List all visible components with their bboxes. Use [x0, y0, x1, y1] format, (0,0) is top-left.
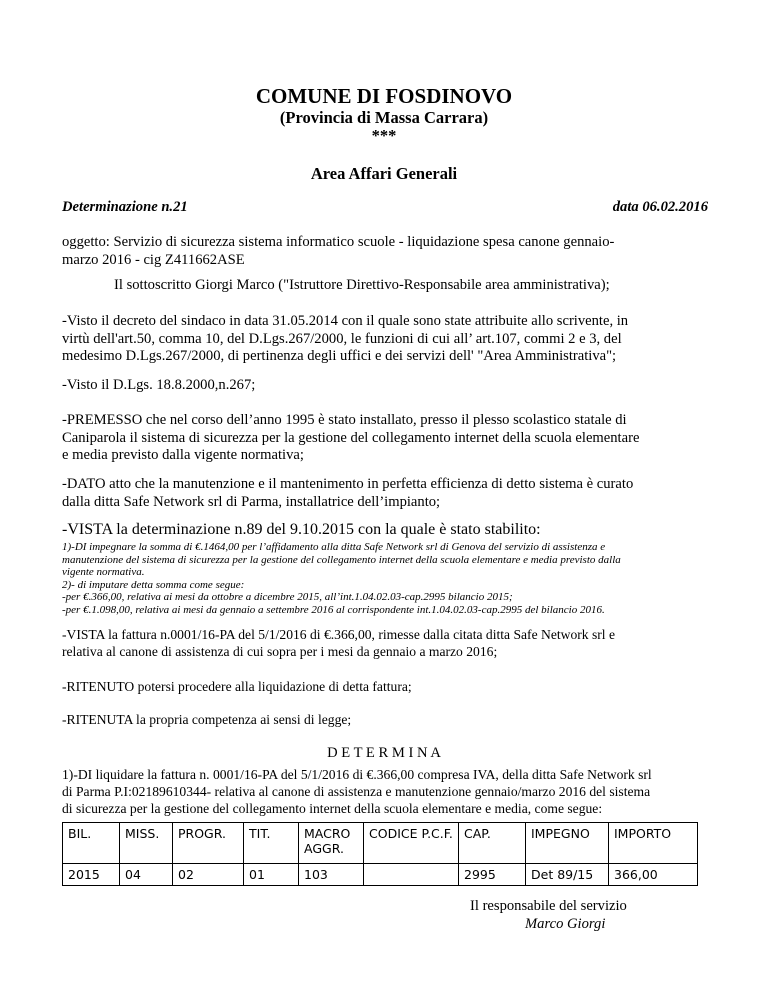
- text-line: -Visto il decreto del sindaco in data 31.05.2014 con il quale sono state attribuite allo scrivente, in: [62, 313, 629, 329]
- table-cell: 02: [173, 864, 244, 886]
- quote-line: -per €.1.098,00, relativa ai mesi da gennaio a settembre 2016 al corrispondente int.1.04.02.03-cap.2995 del bilancio 2016.: [62, 603, 605, 616]
- area-title: Area Affari Generali: [310, 164, 458, 183]
- table-cell: Det 89/15: [526, 864, 609, 886]
- determina-heading: D E T E R M I N A: [327, 745, 441, 761]
- vista-fattura-paragraph: [62, 626, 732, 660]
- text-line: -VISTA la fattura n.0001/16-PA del 5/1/2016 di €.366,00, rimesse dalla citata ditta Safe Network srl e: [62, 627, 616, 642]
- table-header-cell: CODICE P.C.F.: [364, 823, 459, 864]
- determina-number: Determinazione n.21: [62, 199, 188, 215]
- table-cell: [364, 864, 459, 886]
- table-cell: 01: [244, 864, 299, 886]
- signature-role: Il responsabile del servizio: [470, 898, 627, 914]
- comune-title: COMUNE DI FOSDINOVO: [255, 84, 513, 108]
- table-header-cell: BIL.: [63, 823, 120, 864]
- provincia-subtitle: (Provincia di Massa Carrara): [279, 108, 489, 127]
- table-header-cell: TIT.: [244, 823, 299, 864]
- table-header-cell: CAP.: [459, 823, 526, 864]
- signature-name: Marco Giorgi: [525, 916, 606, 932]
- visto-decreto-paragraph: [62, 313, 722, 366]
- text-line: -PREMESSO che nel corso dell’anno 1995 è stato installato, presso il plesso scolastico statale di: [62, 412, 627, 428]
- liquidare-paragraph: [62, 766, 732, 817]
- text-line: e media previsto dalla vigente normativa;: [62, 447, 304, 463]
- oggetto: [62, 234, 722, 269]
- dato-atto-paragraph: [62, 476, 722, 511]
- text-line: relativa al canone di assistenza di cui sopra per i mesi da gennaio a marzo 2016;: [62, 644, 498, 659]
- text-line: dalla ditta Safe Network srl di Parma, installatrice dell’impianto;: [62, 493, 441, 510]
- table-header-cell: MISS.: [120, 823, 173, 864]
- vista-determinazione-paragraph: -VISTA la determinazione n.89 del 9.10.2015 con la quale è stato stabilito:: [62, 521, 541, 538]
- quote-line: 1)-DI impegnare la somma di €.1464,00 per l’affidamento alla ditta Safe Network srl di Genova del servizio di assistenza e: [62, 541, 606, 553]
- ritenuto-paragraph: -RITENUTO potersi procedere alla liquidazione di detta fattura;: [62, 679, 412, 694]
- text-line: virtù dell'art.50, comma 10, del D.Lgs.267/2000, le funzioni di cui all’ art.107, commi 2 e 3, del: [62, 330, 622, 347]
- quote-line: -per €.366,00, relativa ai mesi da ottobre a dicembre 2015, all’int.1.04.02.03-cap.2995 bilancio 2015;: [62, 591, 513, 604]
- table-header-cell: MACRO AGGR.: [299, 823, 364, 864]
- table-row: [63, 864, 698, 886]
- quote-line: 2)- di imputare detta somma come segue:: [62, 578, 245, 591]
- determina-date: data 06.02.2016: [612, 199, 708, 215]
- table-cell: 103: [299, 864, 364, 886]
- stars-divider: ***: [371, 126, 397, 145]
- text-line: Caniparola il sistema di sicurezza per la gestione del collegamento internet della scuola elementare: [62, 429, 640, 446]
- table-cell: 2015: [63, 864, 120, 886]
- text-line: di sicurezza per la gestione del collegamento internet della scuola elementare e media, come segue:: [62, 801, 603, 816]
- table-header-cell: IMPEGNO: [526, 823, 609, 864]
- oggetto-line-2: marzo 2016 - cig Z411662ASE: [62, 251, 245, 268]
- table-cell: 04: [120, 864, 173, 886]
- quote-line: vigente normativa.: [62, 566, 145, 579]
- text-line: medesimo D.Lgs.267/2000, di pertinenza degli uffici e dei servizi dell' "Area Amministrativa";: [62, 348, 617, 364]
- table-header-cell: IMPORTO: [609, 823, 698, 864]
- table-header-row: [63, 823, 698, 864]
- text-line: -DATO atto che la manutenzione e il mantenimento in perfetta efficienza di detto sistema è curato: [62, 476, 634, 492]
- table-cell: 366,00: [609, 864, 698, 886]
- quote-line: manutenzione del sistema di sicurezza per la gestione del collegamento internet della scuola elementare e media previsto dalla: [62, 553, 621, 566]
- visto-dlgs-paragraph: -Visto il D.Lgs. 18.8.2000,n.267;: [62, 377, 256, 393]
- text-line: di Parma P.I:02189610344- relativa al canone di assistenza e manutenzione gennaio/marzo 2016 del sistema: [62, 784, 651, 799]
- premesso-paragraph: [62, 412, 722, 465]
- oggetto-line-1: oggetto: Servizio di sicurezza sistema informatico scuole - liquidazione spesa canone gennaio-: [62, 234, 615, 250]
- determinazione-quote: [62, 541, 732, 617]
- table-cell: 2995: [459, 864, 526, 886]
- text-line: 1)-DI liquidare la fattura n. 0001/16-PA del 5/1/2016 di €.366,00 compresa IVA, della ditta Safe Network srl: [62, 767, 652, 782]
- liquidation-table: [62, 822, 698, 886]
- ritenuta-paragraph: -RITENUTA la propria competenza ai sensi di legge;: [62, 712, 352, 727]
- table-header-cell: PROGR.: [173, 823, 244, 864]
- sottoscritto-paragraph: Il sottoscritto Giorgi Marco ("Istruttore Direttivo-Responsabile area amministrativa);: [114, 277, 610, 293]
